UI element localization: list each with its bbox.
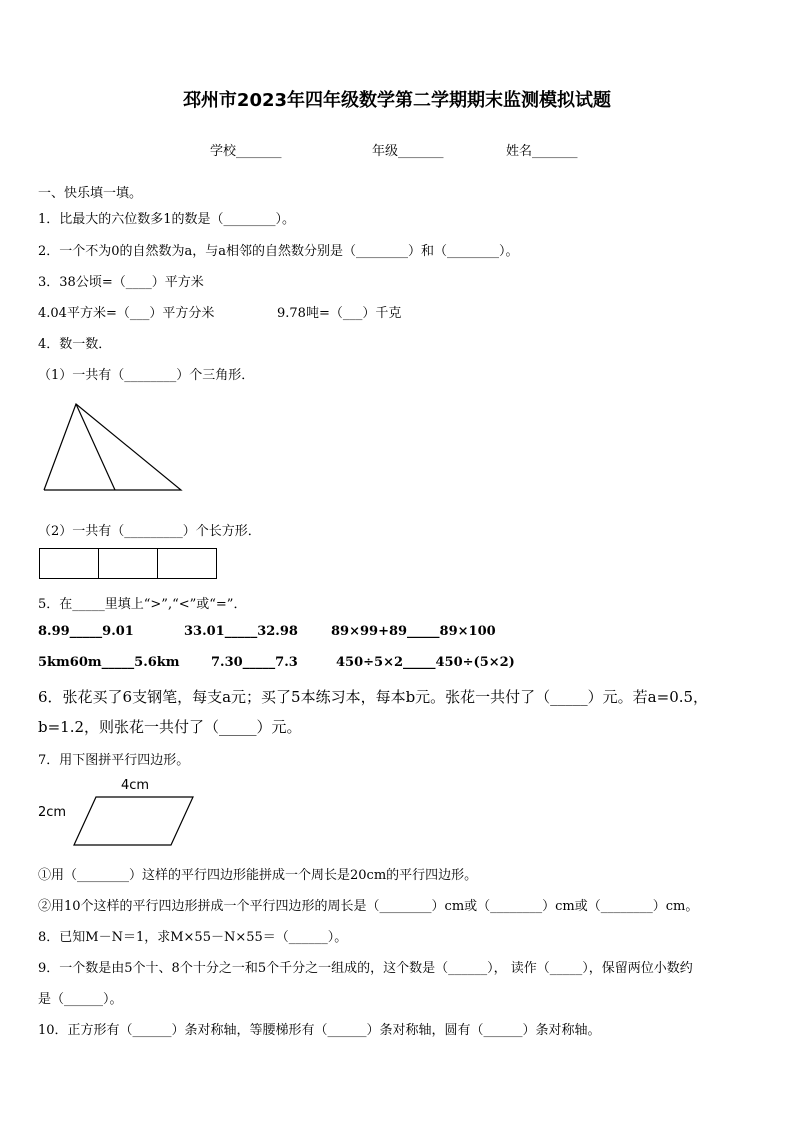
question-9-line2: 是（______）。 <box>38 992 123 1007</box>
question-8: 8．已知M－N＝1，求M×55－N×55＝（______）。 <box>38 930 348 945</box>
question-6-line1: 6．张花买了6支钢笔，每支a元；买了5本练习本，每本b元。张花一共付了（_____）元。若a=0.5， <box>38 688 709 706</box>
question-10: 10．正方形有（______）条对称轴，等腰梯形有（______）条对称轴，圆有（______）条对称轴。 <box>38 1023 601 1038</box>
section-heading: 一、快乐填一填。 <box>38 186 143 201</box>
question-2: 2．一个不为0的自然数为a，与a相邻的自然数分别是（________）和（________）。 <box>38 244 519 259</box>
compare-item: 7.30_____7.3 <box>211 655 298 670</box>
compare-item: 8.99_____9.01 <box>38 624 134 639</box>
question-5-heading: 5．在_____里填上“>”,“<”或“=”． <box>38 597 247 612</box>
question-3b: 4.04平方米=（___）平方分米 <box>38 306 215 321</box>
question-7-sub1: ①用（________）这样的平行四边形能拼成一个周长是20cm的平行四边形。 <box>38 868 478 883</box>
question-3a: 3．38公顷=（____）平方米 <box>38 275 204 290</box>
question-4-heading: 4．数一数． <box>38 337 112 352</box>
parallelogram-side-label: 2cm <box>38 805 67 820</box>
question-4-part1: （1）一共有（________）个三角形． <box>38 368 255 383</box>
question-7-heading: 7．用下图拼平行四边形。 <box>38 753 190 768</box>
compare-item: 5km60m_____5.6km <box>38 655 180 670</box>
school-field: 学校_______ <box>210 144 282 159</box>
compare-item: 33.01_____32.98 <box>184 624 298 639</box>
compare-item: 450÷5×2_____450÷(5×2) <box>336 655 515 670</box>
parallelogram-top-label: 4cm <box>121 778 150 793</box>
grade-field: 年级_______ <box>372 144 444 159</box>
name-field: 姓名_______ <box>506 144 578 159</box>
question-3c: 9.78吨=（___）千克 <box>277 306 402 321</box>
question-6-line2: b=1.2，则张花一共付了（_____）元。 <box>38 718 302 736</box>
question-7-sub2: ②用10个这样的平行四边形拼成一个平行四边形的周长是（________）cm或（________）cm或（________）cm。 <box>38 899 699 914</box>
page-title: 邳州市2023年四年级数学第二学期期末监测模拟试题 <box>182 90 612 111</box>
question-1: 1．比最大的六位数多1的数是（________）。 <box>38 212 296 227</box>
question-4-part2: （2）一共有（_________）个长方形． <box>38 524 261 539</box>
compare-item: 89×99+89_____89×100 <box>331 624 496 639</box>
question-9-line1: 9．一个数是由5个十、8个十分之一和5个千分之一组成的，这个数是（______）， 读作（_____），保留两位小数约 <box>38 961 693 976</box>
